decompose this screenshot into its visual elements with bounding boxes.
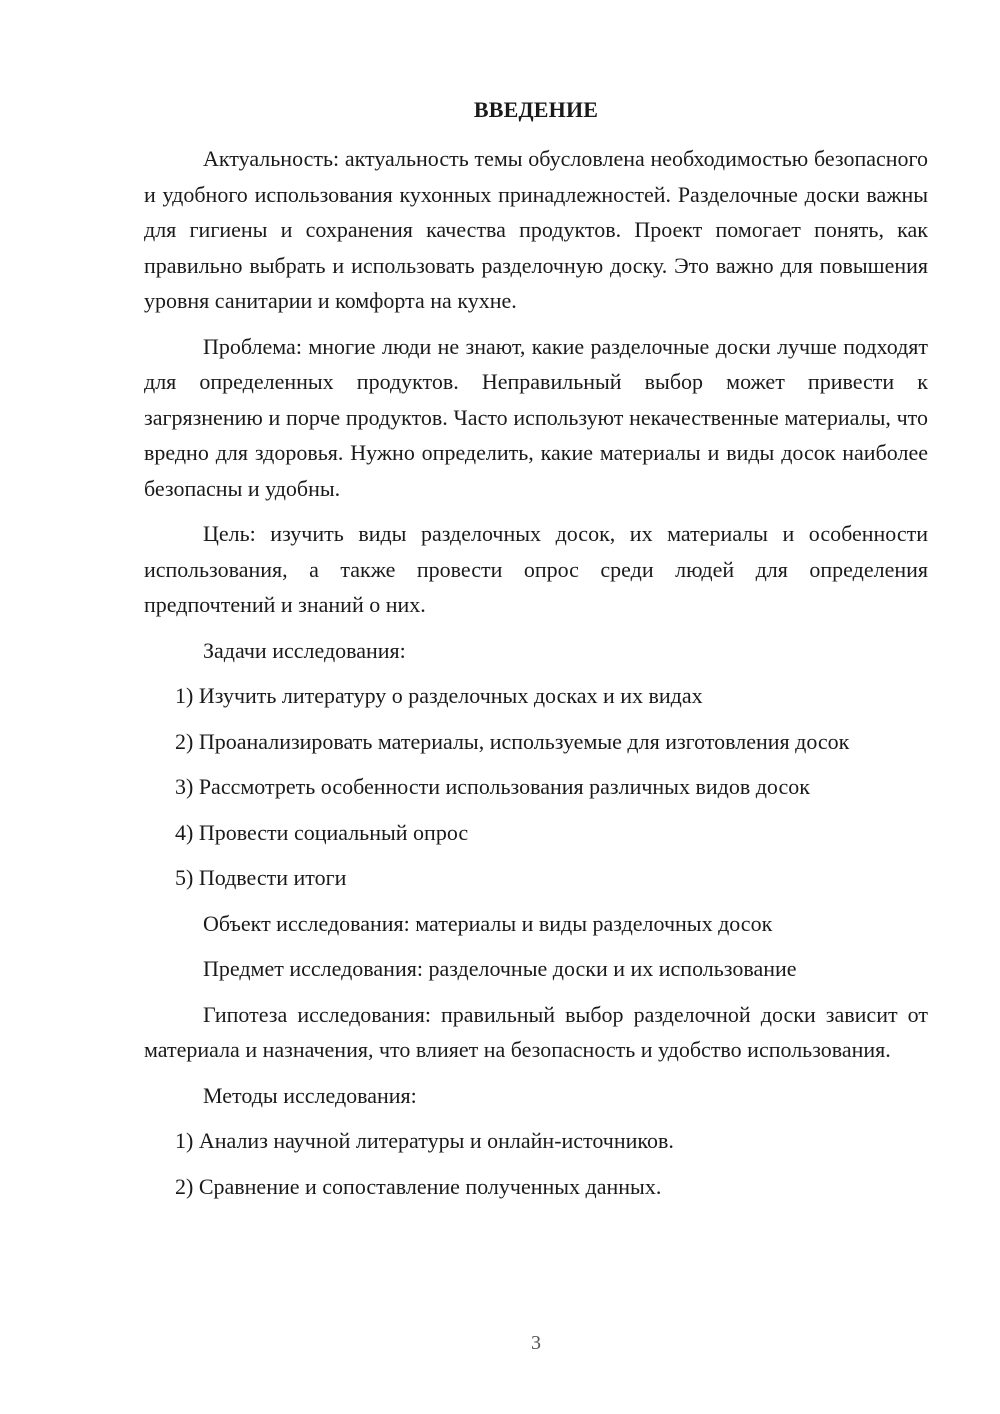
tasks-heading: Задачи исследования:	[203, 637, 406, 663]
task-item: 2) Проанализировать материалы, используемые для изготовления досок	[175, 728, 850, 754]
task-item: 3) Рассмотреть особенности использования различных видов досок	[175, 774, 810, 799]
subject-paragraph: Предмет исследования: разделочные доски и их использование	[203, 956, 797, 981]
page-content	[144, 92, 928, 1214]
hypothesis-paragraph: Гипотеза исследования: правильный выбор разделочной доски зависит от материала и назначения, что влияет на безопасность и удобство использования.	[144, 1001, 928, 1062]
method-item: 1) Анализ научной литературы и онлайн-источников.	[175, 1128, 674, 1153]
problem-paragraph: Проблема: многие люди не знают, какие разделочные доски лучше подходят для определенных продуктов. Неправильный выбор может привести к загрязнению и порче продуктов. Часто используют некачественные материалы, что вредно для здоровья. Нужно определить, какие материалы и виды досок наиболее безопасны и удобны.	[144, 333, 928, 501]
task-item: 4) Провести социальный опрос	[175, 819, 469, 845]
section-title: ВВЕДЕНИЕ	[473, 97, 599, 122]
task-item: 1) Изучить литературу о разделочных досках и их видах	[175, 683, 703, 708]
goal-paragraph: Цель: изучить виды разделочных досок, их материалы и особенности использования, а также провести опрос среди людей для определения предпочтений и знаний о них.	[144, 521, 928, 617]
task-item: 5) Подвести итоги	[175, 865, 347, 890]
method-item: 2) Сравнение и сопоставление полученных данных.	[175, 1173, 662, 1199]
methods-heading: Методы исследования:	[203, 1082, 417, 1108]
relevance-paragraph: Актуальность: актуальность темы обусловлена необходимостью безопасного и удобного использования кухонных принадлежностей. Разделочные доски важны для гигиены и сохранения качества продуктов. Проект помогает понять, как правильно выбрать и использовать разделочную доску. Это важно для повышения уровня санитарии и комфорта на кухне.	[144, 146, 928, 313]
object-paragraph: Объект исследования: материалы и виды разделочных досок	[203, 910, 773, 936]
page-number: 3	[531, 1332, 541, 1354]
